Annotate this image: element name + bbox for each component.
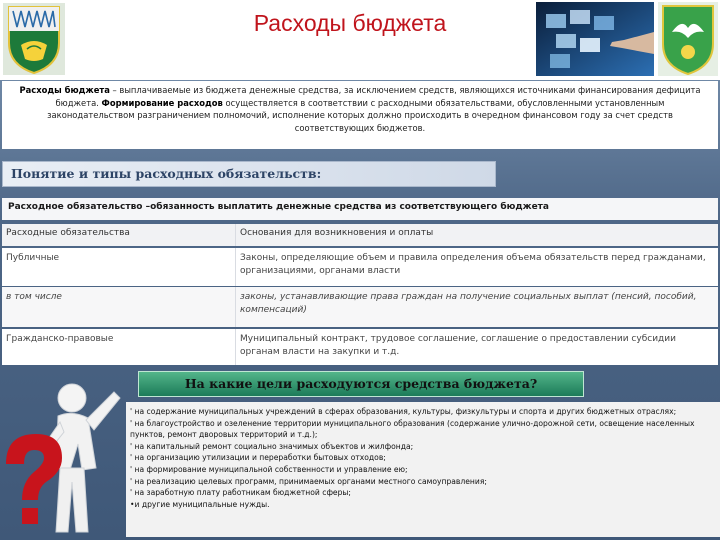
cell-basis: законы, устанавливающие права граждан на получение социальных выплат (пенсий, пособий, компенсаций) <box>240 292 697 315</box>
goals-title: На какие цели расходуются средства бюджета? <box>138 371 584 397</box>
goals-list <box>126 402 720 537</box>
definition-paragraph <box>2 81 718 149</box>
list-item: ' на благоустройство и озеленение территории муниципального образования (содержание улично-дорожной сети, освещение населенных пунктов, ремонт дворовых территорий и т.д.); <box>130 418 695 440</box>
definition-text-2: осуществляется в соответствии с расходными обязательствами, обусловленными установленным законодательством разграничением полномочий, исполнение которых должно происходить в очередном финансовом году за счет средств соответствующих бюджетов. <box>47 97 673 133</box>
coat-of-arms-left-icon <box>3 3 65 75</box>
table-header <box>2 224 718 246</box>
list-item: ' на содержание муниципальных учреждений в сферах образования, культуры, физкультуры и спорта и других бюджетных отраслях; <box>130 407 677 416</box>
definition-term-expenses: Расходы бюджета <box>19 85 110 95</box>
obligation-definition: Расходное обязательство –обязанность выплатить денежные средства из соответствующего бюджета <box>2 198 718 220</box>
header <box>0 0 720 80</box>
header-cell-type: Расходные обязательства <box>6 228 130 238</box>
list-item: ' на реализацию целевых программ, принимаемых органами местного самоуправления; <box>130 476 487 486</box>
definition-term-formation: Формирование расходов <box>101 97 223 108</box>
cell-basis: Муниципальный контракт, трудовое соглашение, соглашение о предоставлении субсидии органам власти на закупки и т.д. <box>240 334 676 357</box>
cell-type: в том числе <box>6 292 62 302</box>
table-row <box>2 329 718 365</box>
page-title: Расходы бюджета <box>253 10 447 36</box>
section-title: Понятие и типы расходных обязательств: <box>2 161 496 187</box>
table-row <box>2 287 718 327</box>
list-item: ' на формирование муниципальной собственности и управление ею; <box>130 464 408 474</box>
cell-basis: Законы, определяющие объем и правила определения объема обязательств перед гражданами, организациями, органами власти <box>240 253 706 276</box>
coat-of-arms-right-icon <box>658 2 718 76</box>
cell-type: Публичные <box>6 253 60 263</box>
list-item: ' на организацию утилизации и переработки бытовых отходов; <box>130 453 386 463</box>
table-row <box>2 248 718 286</box>
question-figure-icon <box>2 372 128 538</box>
list-item: ' на капитальный ремонт социально значимых объектов и жилфонда; <box>130 441 414 451</box>
hand-touchscreen-photo <box>536 2 654 76</box>
definition-text-1: – выплачиваемые из бюджета денежные средства, за исключением средств, являющихся источниками финансирования дефицита бюджета. <box>55 85 701 108</box>
list-item: •и другие муниципальные нужды. <box>130 499 270 509</box>
header-cell-basis: Основания для возникновения и оплаты <box>240 228 434 238</box>
list-item: ' на заработную плату работникам бюджетной сферы; <box>130 488 351 498</box>
cell-type: Гражданско-правовые <box>6 334 114 344</box>
